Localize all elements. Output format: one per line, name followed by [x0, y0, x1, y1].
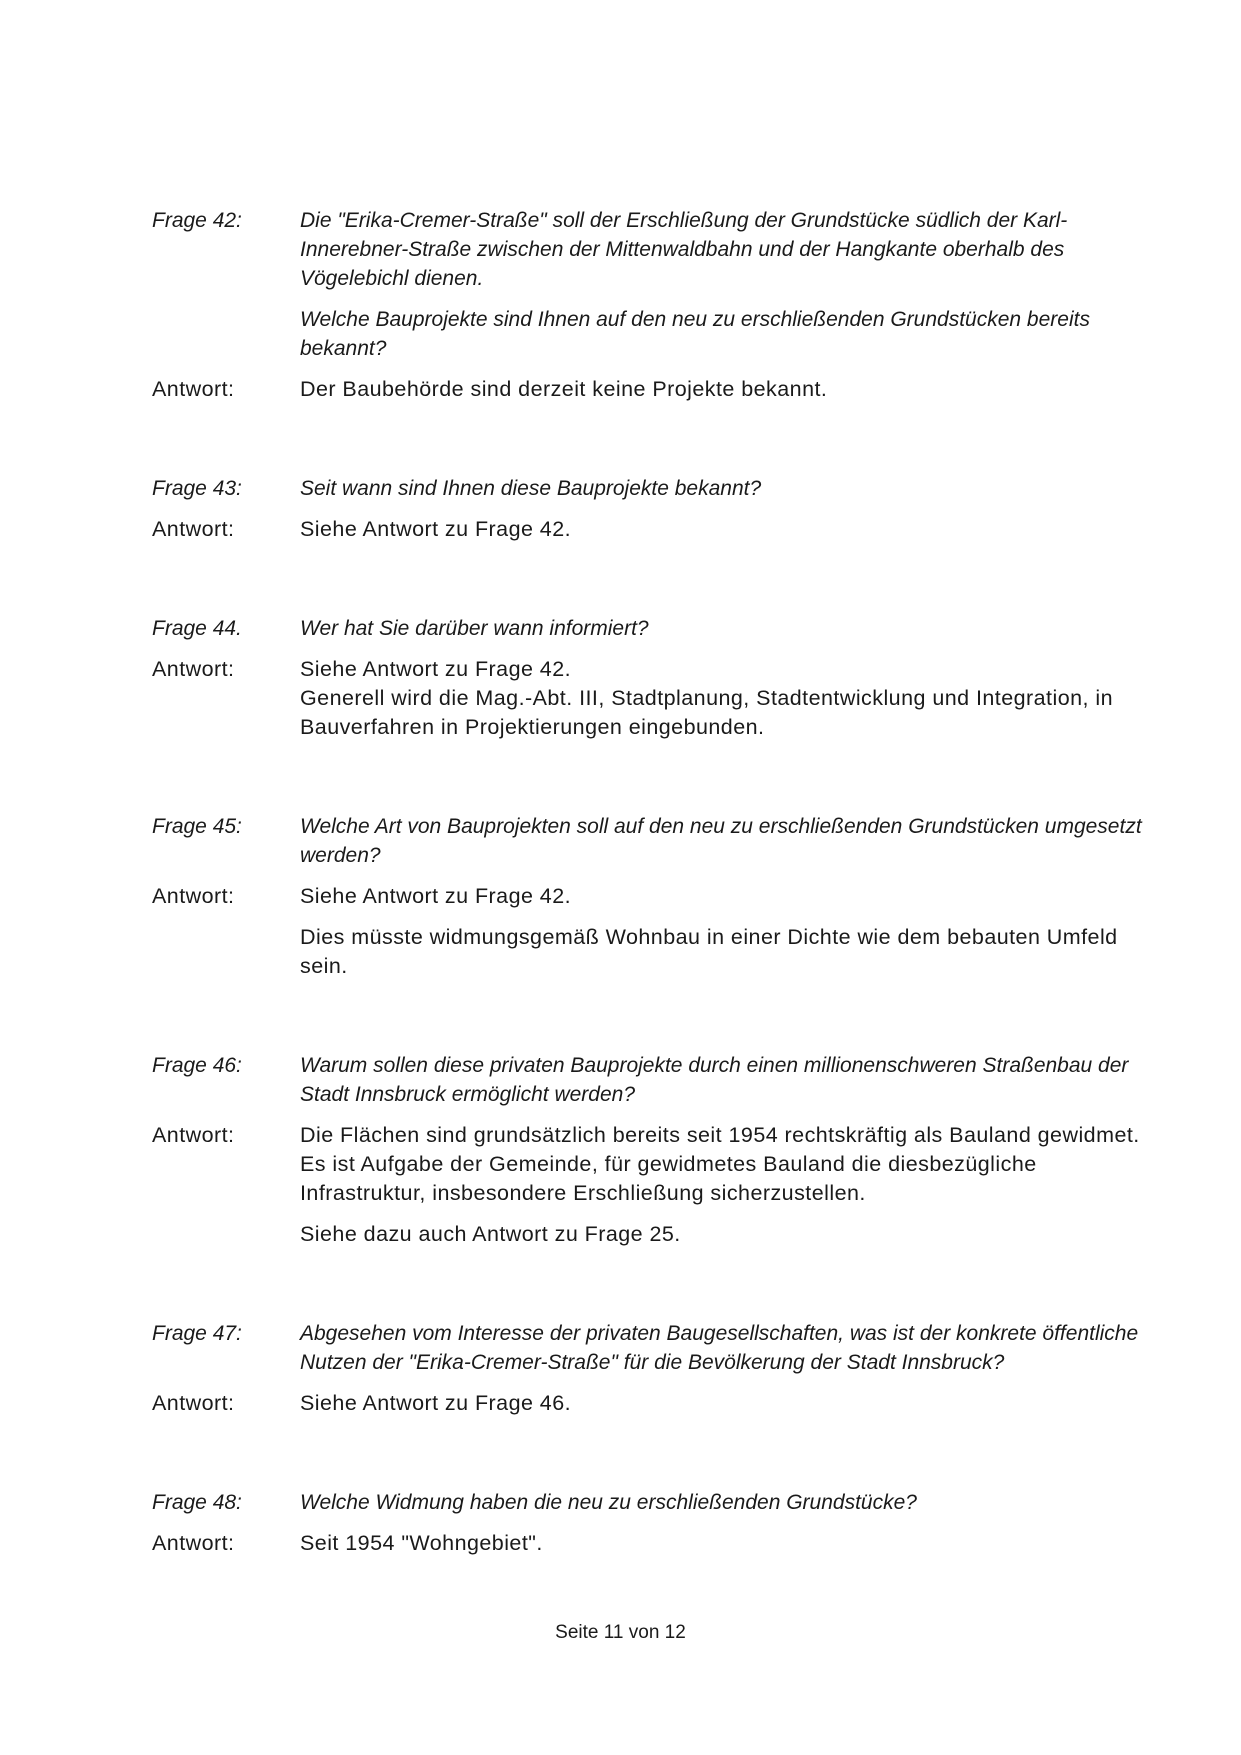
- qa-block-48: [152, 1488, 1142, 1570]
- answer-paragraph: Dies müsste widmungsgemäß Wohnbau in einer Dichte wie dem bebauten Umfeld sein.: [300, 925, 1118, 978]
- question-label: Frage 48:: [152, 1491, 242, 1514]
- answer-text: [300, 515, 1142, 556]
- answer-text: [300, 655, 1142, 754]
- question-label: Frage 45:: [152, 815, 242, 838]
- answer-text: [300, 882, 1142, 993]
- question-text: [300, 614, 1142, 655]
- answer-label: Antwort:: [152, 1391, 235, 1415]
- question-paragraph: Welche Bauprojekte sind Ihnen auf den neu zu erschließenden Grundstücken bereits bekannt?: [300, 308, 1090, 360]
- answer-paragraph: Siehe Antwort zu Frage 42.: [300, 657, 572, 681]
- answer-row: [152, 1529, 1142, 1570]
- answer-label: Antwort:: [152, 377, 235, 401]
- answer-label: Antwort:: [152, 657, 235, 681]
- qa-block-46: [152, 1051, 1142, 1261]
- document-body: [152, 206, 1142, 1628]
- question-paragraph: Die "Erika-Cremer-Straße" soll der Erschließung der Grundstücke südlich der Karl-Innerebner-Straße zwischen der Mittenwaldbahn und der Hangkante oberhalb des Vögelebichl dienen.: [300, 209, 1068, 290]
- question-row: [152, 1319, 1142, 1389]
- question-label: Frage 44.: [152, 617, 242, 640]
- answer-text: [300, 1389, 1142, 1430]
- answer-row: [152, 515, 1142, 556]
- answer-row: [152, 882, 1142, 993]
- question-row: [152, 614, 1142, 655]
- answer-text: [300, 1121, 1142, 1261]
- answer-row: [152, 1389, 1142, 1430]
- question-text: [300, 206, 1142, 375]
- answer-paragraph: Siehe Antwort zu Frage 46.: [300, 1391, 572, 1415]
- question-paragraph: Welche Widmung haben die neu zu erschließenden Grundstücke?: [300, 1491, 917, 1514]
- answer-paragraph: Die Flächen sind grundsätzlich bereits seit 1954 rechtskräftig als Bauland gewidmet. Es ist Aufgabe der Gemeinde, für gewidmetes Bauland die diesbezügliche Infrastruktur, insbesondere Erschließung sicherzustellen.: [300, 1123, 1140, 1205]
- question-paragraph: Welche Art von Bauprojekten soll auf den neu zu erschließenden Grundstücken umgesetzt werden?: [300, 815, 1142, 867]
- qa-block-42: [152, 206, 1142, 416]
- answer-paragraph: Siehe dazu auch Antwort zu Frage 25.: [300, 1222, 681, 1246]
- question-paragraph: Wer hat Sie darüber wann informiert?: [300, 617, 649, 640]
- answer-label: Antwort:: [152, 884, 235, 908]
- question-text: [300, 812, 1142, 882]
- question-label: Frage 46:: [152, 1054, 242, 1077]
- answer-paragraph: Siehe Antwort zu Frage 42.: [300, 517, 572, 541]
- question-label: Frage 47:: [152, 1322, 242, 1345]
- question-row: [152, 1488, 1142, 1529]
- answer-row: [152, 655, 1142, 754]
- qa-block-43: [152, 474, 1142, 556]
- question-paragraph: Warum sollen diese privaten Bauprojekte durch einen millionenschweren Straßenbau der Stadt Innsbruck ermöglicht werden?: [300, 1054, 1129, 1106]
- answer-label: Antwort:: [152, 1123, 235, 1147]
- question-text: [300, 474, 1142, 515]
- answer-row: [152, 1121, 1142, 1261]
- qa-block-44: [152, 614, 1142, 754]
- question-paragraph: Seit wann sind Ihnen diese Bauprojekte bekannt?: [300, 477, 762, 500]
- question-label: Frage 42:: [152, 209, 242, 232]
- question-label: Frage 43:: [152, 477, 242, 500]
- answer-paragraph: Generell wird die Mag.-Abt. III, Stadtplanung, Stadtentwicklung und Integration, in Bauverfahren in Projektierungen eingebunden.: [300, 686, 1113, 739]
- question-row: [152, 474, 1142, 515]
- question-paragraph: Abgesehen vom Interesse der privaten Baugesellschaften, was ist der konkrete öffentliche Nutzen der "Erika-Cremer-Straße" für die Bevölkerung der Stadt Innsbruck?: [300, 1322, 1139, 1374]
- question-row: [152, 812, 1142, 882]
- answer-text: [300, 1529, 1142, 1570]
- question-text: [300, 1319, 1142, 1389]
- answer-label: Antwort:: [152, 517, 235, 541]
- answer-row: [152, 375, 1142, 416]
- answer-label: Antwort:: [152, 1531, 235, 1555]
- answer-paragraph: Siehe Antwort zu Frage 42.: [300, 884, 572, 908]
- question-row: [152, 1051, 1142, 1121]
- question-text: [300, 1051, 1142, 1121]
- answer-text: [300, 375, 1142, 416]
- answer-paragraph: Der Baubehörde sind derzeit keine Projekte bekannt.: [300, 377, 828, 401]
- question-text: [300, 1488, 1142, 1529]
- question-row: [152, 206, 1142, 375]
- qa-block-45: [152, 812, 1142, 993]
- answer-paragraph: Seit 1954 "Wohngebiet".: [300, 1531, 543, 1555]
- page-number-footer: Seite 11 von 12: [555, 1622, 686, 1643]
- qa-block-47: [152, 1319, 1142, 1430]
